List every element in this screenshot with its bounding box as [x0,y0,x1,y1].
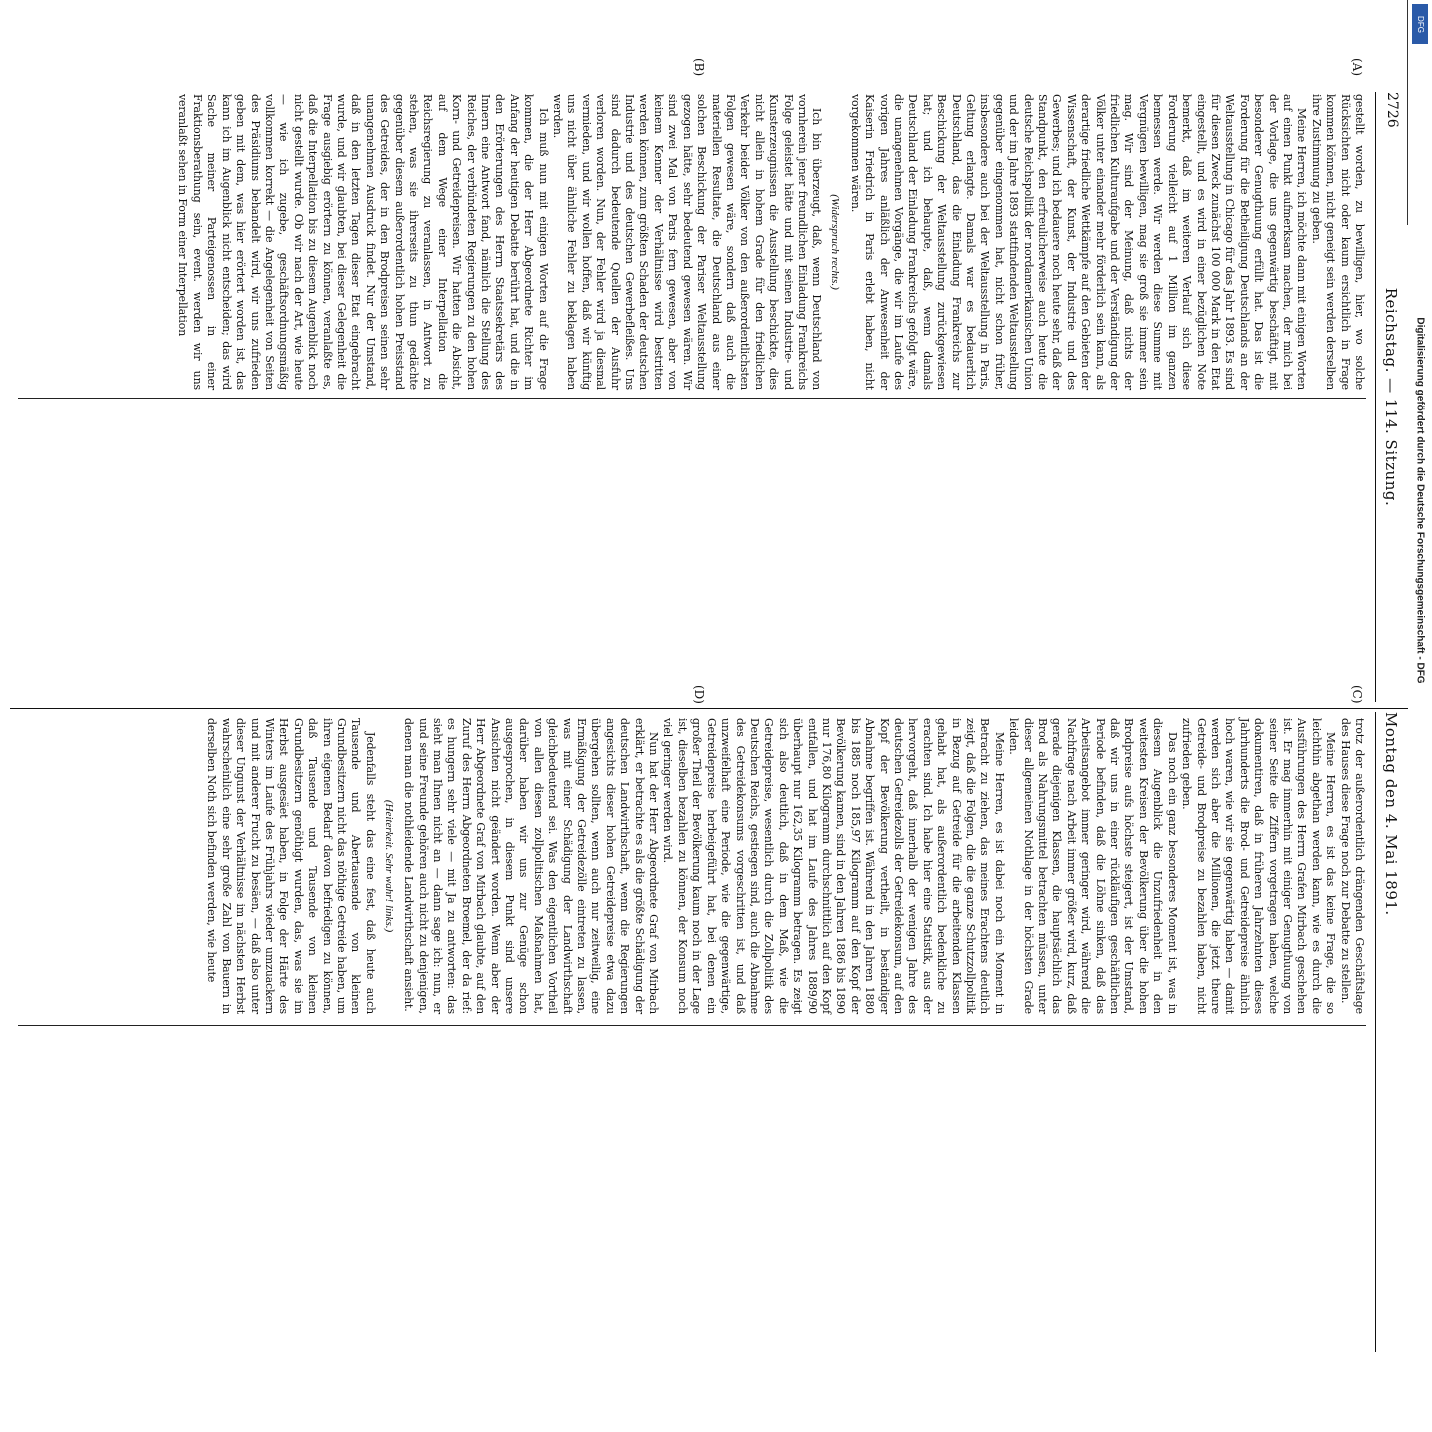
dfg-badge: DFG [1412,4,1428,44]
paragraph: Meine Herren, es ist das keine Frage, die so leichthin abgethan werden kann, wie es durch die Ausführungen des Herrn Grafen Mirbach geschehen ist. Er mag immerhin mit einiger Genugthuung von seiner Seite die Ziffern vorgetragen haben, welche dokumentiren, daß in früheren Jahrzehnten dieses Jahrhunderts die Brod- und Getreidepreise ähnlich hoch waren, wie wir sie gegenwärtig haben — damit werden sich aber die Millionen, die jetzt theure Getreide- und Brodpreise zu bezahlen haben, nicht zufrieden geben. [1180,718,1338,1014]
text-column-3 [18,718,1366,1014]
paragraph: Meine Herren, ich möchte dann mit einigen Worten auf einen Punkt aufmerksam machen, der mich bei der Vorlage, die uns gegenwärtig beschäftigt, mit besonderer Genugthuung erfüllt hat. Das ist die Forderung für die Betheiligung Deutschlands an der Weltausstellung in Chicago für das Jahr 1893. Es sind für diesen Zweck zunächst 100 000 Mark in den Etat eingestellt, und es wird in einer bezüglichen Note bemerkt, daß im weiteren Verlauf sich diese Forderung vielleicht auf 1 Million im ganzen bemessen werde. Wir werden diese Summe mit Vergnügen bewilligen, mag sie groß sie immer sein mag. Wir sind der Meinung, daß nichts der friedlichen Kulturaufgabe und der Verständigung der Völker unter einander mehr förderlich sein kann, als derartige friedliche Wettkämpfe auf den Gebieten der Wissenschaft, der Kunst, der Industrie und des Gewerbes; und ich bedauere noch heute sehr, daß der Standpunkt, den erfreulicherweise auch heute die deutsche Reichspolitik der nordamerikanischen Union und der im Jahre 1893 stattfindenden Weltausstellung gegenüber eingenommen hat, nicht schon früher, insbesondere auch bei der Weltausstellung in Paris, Geltung erlangte. Damals war es bedauerlich Deutschland, das die Einladung Frankreichs zur Beschickung der Weltausstellung zurückgewiesen hat; und ich behaupte, daß, wenn damals Deutschland der Einladung Frankreichs gefolgt wäre, die unangenehmen Vorgänge, die wir im Laufe des vorigen Jahres anläßlich der Anwesenheit der Kaiserin Friedrich in Paris erlebt haben, nicht vorgekommen wären. [848,94,1309,390]
header-left [1376,92,1402,702]
digitization-note: Digitalisierung gefördert durch die Deutsche Forschungsgemeinschaft - DFG [1414,316,1426,684]
paragraph: Ich muß nun mit einigen Worten auf die Frage kommen, die der Herr Abgeordnete Richter im Anfang der heutigen Debatte berührt hat, und die in den Erörterungen des Herrn Staatssekretärs des Innern eine Antwort fand, nämlich die Stellung des Reiches, der verbündeten Regierungen zu den hohen Korn- und Getreidepreisen. Wir hatten die Absicht, auf dem Wege einer Interpellation die Reichsregierung zu veranlassen, in Antwort zu stehen, was sie ihrerseits zu thun gedächte gegenüber diesem außerordentlich hohen Preisstand des Getreides, der in den Brodpreisen seinen sehr unangenehmen Ausdruck findet. Nur der Umstand, daß in den letzten Tagen dieser Etat eingebracht wurde, und wir glaubten, bei dieser Gelegenheit die Frage ausgiebig erörtern zu können, veranlaßte es, daß die Interpellation bis zu diesem Augenblick noch nicht gestellt wurde. Ob wir nach der Art, wie heute — wie ich zugebe, geschäftsordnungsmäßig vollkommen korrekt — die Angelegenheit von Seiten des Präsidiums behandelt wird, wir uns zufrieden geben mit dem, was hier erörtert worden ist, das kann ich im Augenblick nicht entscheiden; das wird Sache meiner Parteigenossen in einer Fraktionsberathung sein, event. werden wir uns veranlaßt sehen in Form einer Interpellation [176,94,550,390]
running-head-right: Montag den 4. Mai 1891. [1382,712,1400,916]
interjection: (Widerspruch rechts.) [829,194,842,290]
margin-mark-c: (C) [1350,685,1364,704]
column-rule [18,398,1366,399]
header-rule-left [1375,92,1376,702]
margin-mark-a: (A) [1350,58,1364,77]
column-rule [18,1025,1366,1026]
paragraph: trotz der außerordentlich drängenden Geschäftslage des Hauses diese Frage noch zur Debatte zu stellen. [1338,718,1366,1014]
text-column-1 [18,94,1366,390]
interjection: (Heiterkeit. Sehr wahr! links.) [382,799,395,933]
paragraph: Meine Herren, es ist dabei noch ein Moment in Betracht zu ziehen, das meines Erachtens deutlich zeigt, daß die Folgen, die die ganze Schutzzollpolitik in Bezug auf Getreide für die arbeitenden Klassen gehabt hat, als außerordentlich bedenkliche zu erachten sind. Ich habe hier eine Statistik, aus der hervorgeht, daß innerhalb der wenigen Jahre des deutschen Getreidezolls der Getreidekonsum, auf den Kopf der Bevölkerung vertheilt, in beständiger Abnahme begriffen ist. Während in den Jahren 1880 bis 1885 noch 185,97 Kilogramm auf den Kopf der Bevölkerung kamen, sind in den Jahren 1886 bis 1890 nur 176,80 Kilogramm durchschnittlich auf den Kopf entfallen, und hat im Laufe des Jahres 1889/90 überhaupt nur 162,35 Kilogramm betragen. Es zeigt sich also deutlich, daß in dem Maß, wie die Getreidepreise, wesentlich durch die Zollpolitik des Deutschen Reichs, gestiegen sind, auch die Abnahme des Getreidekonsums vorgeschritten ist, und daß unzweifelhaft eine Periode, wie die gegenwärtige, Getreidepreise herbeigeführt hat, bei denen ein großer Theil der Bevölkerung kaum noch in der Lage ist, dieselben bezahlen zu können, der Konsum noch viel geringer werden wird. [661,718,1006,1014]
header-rule-right [1375,712,1376,1352]
paragraph: gestellt worden, zu bewilligen, hier, wo solche Rücksichten nicht oder kaum ersichtlich in Frage kommen können, nicht geneigt sein werden derselben ihre Zustimmung zu geben. [1309,94,1366,390]
text-column-2 [18,402,1366,698]
paragraph: Ich bin überzeugt, daß, wenn Deutschland von vornherein jener freundlichen Einladung Frankreichs Folge geleistet hätte und mit seinen Industrie- und Kunsterzeugnissen die Ausstellung beschickte, dies nicht allein in hohem Grade für den friedlichen Verkehr beider Völker von den außerordentlichsten Folgen gewesen wäre, sondern daß auch die materiellen Resultate, die Deutschland aus einer solchen Beschickung der Pariser Weltausstellung gezogen hätte, sehr bedeutend gewesen wären. Wir sind zwei Mal von Paris fern gewesen, aber von keinem Kenner der Verhältnisse wird bestritten werden können, zum größten Schaden der deutschen Industrie und des deutschen Gewerbefleißes. Uns sind dadurch bedeutende Quellen der Ausfuhr verloren worden. Nun, der Fehler wird ja diesmal vermieden, und wir wollen hoffen, daß wir künftig uns nicht über ähnliche Fehler zu beklagen haben werden. [551,94,824,390]
paragraph: Das noch ein ganz besonderes Moment ist, was in diesem Augenblick die Unzufriedenheit in den weitesten Kreisen der Bevölkerung über die hohen Brodpreise aufs höchste steigert, ist der Umstand, daß wir uns in einer rückläufigen geschäftlichen Periode befinden, daß die Löhne sinken, daß das Arbeitsangebot immer geringer wird, während die Nachfrage nach Arbeit immer größer wird, kurz, daß gerade diejenigen Klassen, die hauptsächlich das Brod als Nahrungsmittel betrachten müssen, unter dieser allgemeinen Nothlage in der höchsten Grade leiden. [1007,718,1179,1014]
text-column-4 [18,1030,1366,1326]
page-gutter-rule [10,708,1408,709]
margin-mark-d: (D) [692,685,706,704]
page-number: 2726 [1384,92,1400,128]
running-head-left: Reichstag. — 114. Sitzung. [1382,287,1400,507]
paragraph: Jedenfalls steht das eine fest, daß heute auch Tausende und Abertausende von kleinen Grundbesitzern nicht das nöthige Getreide haben, um ihren eigenen Bedarf davon befriedigen zu können, daß Tausende und Tausende von kleinen Grundbesitzern genöthigt wurden, das, was sie im Herbst ausgesäet haben, in Folge der Härte des Winters im Laufe des Frühjahrs wieder umzuackern und mit anderer Frucht zu besäen, — daß also unter dieser Ungunst der Verhältnisse im nächsten Herbst wahrscheinlich eine sehr große Zahl von Bauern in derselben Noth sich befinden werden, wie heute [205,718,377,1014]
margin-mark-b: (B) [692,58,706,77]
header-right [1376,712,1402,1352]
paragraph: Nun hat der Herr Abgeordnete Graf von Mirbach erklärt, er betrachte es als die größte Schädigung der deutschen Landwirthschaft, wenn die Regierungen angesichts dieser hohen Getreidepreise etwa dazu übergehen sollten, wenn auch nur zeitweilig, eine Ermäßigung der Getreidezölle eintreten zu lassen, was mit einer Schädigung der Landwirthschaft gleichbedeutend sei. Was den eigentlichen Vortheil von allen diesen zollpolitischen Maßnahmen hat, darüber haben wir uns zur Genüge schon ausgesprochen, in diesem Punkt sind unsere Ansichten nicht geändert worden. Wenn aber der Herr Abgeordnete Graf von Mirbach glaubte, auf den Zuruf des Herrn Abgeordneten Broemel, der da rief: es hungern sehr viele — mit Ja zu antworten: das sieht man Ihnen nicht an — dann sage ich: nun, er und seine Freunde gehören auch nicht zu denjenigen, denen man die nothleidende Landwirthschaft ansieht. [402,718,661,1014]
